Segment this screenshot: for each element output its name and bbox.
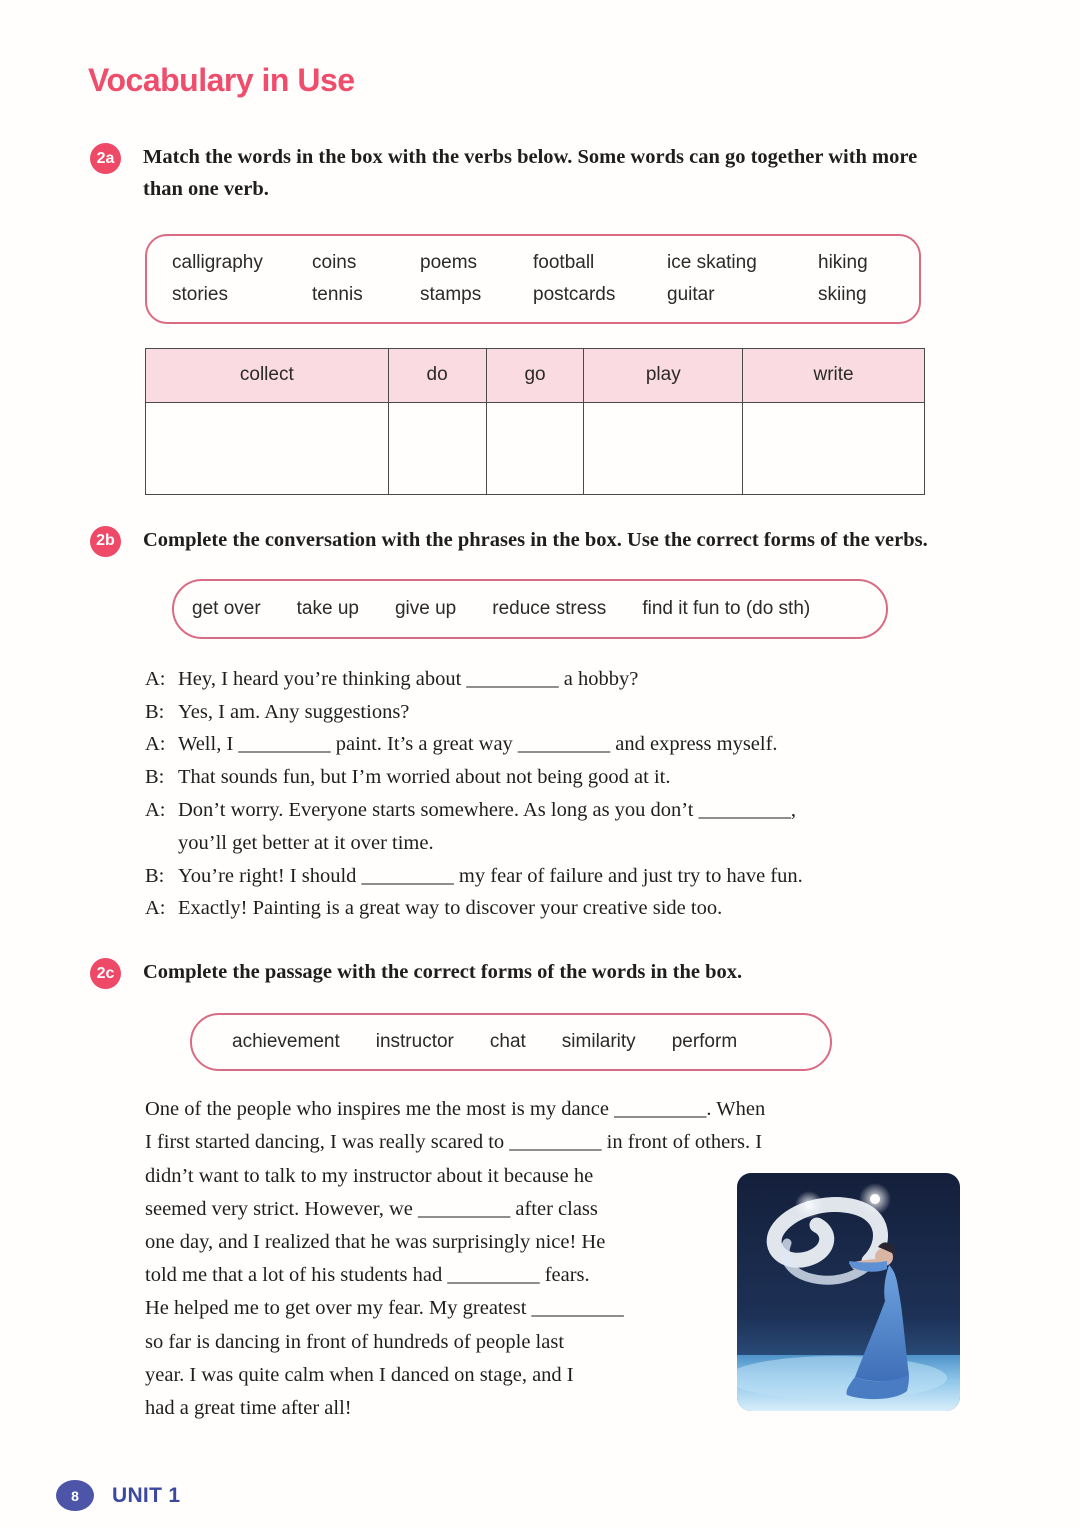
passage-line: told me that a lot of his students had _________ fears. [145,1264,590,1287]
word-box-item: achievement [232,1031,340,1053]
conversation-line [145,860,1080,893]
page-number-badge: 8 [56,1480,94,1511]
conversation-text: Yes, I am. Any suggestions? [178,700,410,723]
conversation-text: Well, I _________ paint. It’s a great way _________ and express myself. [178,733,778,756]
word-box-item: tennis [312,283,363,305]
conversation-text: you’ll get better at it over time. [178,831,434,854]
conversation-text: That sounds fun, but I’m worried about not being good at it. [178,766,671,789]
phrase-box-item: take up [296,597,359,619]
phrase-box-item: get over [192,597,261,619]
phrase-box-item: find it fun to (do sth) [642,597,811,619]
phrase-box-item: give up [394,597,457,619]
conversation-text: Exactly! Painting is a great way to discover your creative side too. [178,897,723,920]
table-answer-cell [584,402,743,494]
exercise-2a-word-box [145,234,921,324]
table-header-play: play [584,348,743,402]
word-box-item: ice skating [667,251,757,273]
speaker-label: A: [145,897,166,920]
passage-line: so far is dancing in front of hundreds of people last [145,1330,565,1353]
passage-line: year. I was quite calm when I danced on stage, and I [145,1363,574,1386]
word-box-item: perform [671,1031,738,1053]
table-header-go: go [486,348,584,402]
word-box-item: stories [172,283,228,305]
exercise-2b-header [90,524,970,557]
conversation-line [145,696,1080,729]
table-answer-cell [743,402,925,494]
conversation-line [145,761,1080,794]
word-box-item: calligraphy [172,251,263,273]
conversation-line [145,663,1080,696]
conversation-line [145,728,1080,761]
conversation-line [145,827,1080,860]
passage-line: seemed very strict. However, we _________ after class [145,1197,598,1220]
exercise-2a-instruction: Match the words in the box with the verbs below. Some words can go together with more than one verb. [143,146,918,201]
conversation-line [145,892,1080,925]
word-box-item: instructor [375,1031,454,1053]
word-box-item: similarity [561,1031,636,1053]
speaker-label: B: [145,864,165,887]
table-answer-cell [486,402,584,494]
word-box-item: stamps [420,283,482,305]
speaker-label: A: [145,798,166,821]
table-answer-cell [146,402,389,494]
exercise-2b-instruction: Complete the conversation with the phrases in the box. Use the correct forms of the verbs. [143,528,928,551]
word-box-item: guitar [667,283,715,305]
table-header-do: do [388,348,486,402]
word-box-item: skiing [818,283,867,305]
exercise-2a-badge: 2a [90,143,121,174]
passage-line: had a great time after all! [145,1396,352,1419]
exercise-2b-phrase-box [172,579,888,639]
table-header-collect: collect [146,348,389,402]
conversation-text: Hey, I heard you’re thinking about _________ a hobby? [178,667,639,690]
word-box-item: hiking [818,251,868,273]
passage-line: One of the people who inspires me the most is my dance _________. When [145,1098,766,1121]
speaker-label [145,827,178,860]
word-box-item: postcards [533,283,616,305]
conversation-text: Don’t worry. Everyone starts somewhere. As long as you don’t _________, [178,798,796,821]
exercise-2b-badge: 2b [90,526,121,557]
exercise-2c-header [90,956,970,989]
speaker-label: B: [145,700,165,723]
passage [145,1093,965,1425]
word-box-item: coins [312,251,357,273]
passage-line: He helped me to get over my fear. My greatest _________ [145,1297,624,1320]
page-footer [56,1480,180,1511]
conversation [145,663,1080,925]
conversation-text: You’re right! I should _________ my fear of failure and just try to have fun. [178,864,803,887]
exercise-2c-instruction: Complete the passage with the correct forms of the words in the box. [143,961,743,984]
unit-label: UNIT 1 [112,1483,181,1507]
word-box-item: chat [489,1031,526,1053]
word-box-item: football [533,251,595,273]
conversation-line [145,794,1080,827]
verb-match-table [145,348,925,495]
word-box-item: poems [420,251,478,273]
dancer-photo [737,1173,960,1411]
passage-line: one day, and I realized that he was surprisingly nice! He [145,1230,606,1253]
passage-line: didn’t want to talk to my instructor about it because he [145,1164,594,1187]
page-title: Vocabulary in Use [88,62,355,98]
exercise-2c-badge: 2c [90,958,121,989]
speaker-label: B: [145,766,165,789]
table-answer-cell [388,402,486,494]
speaker-label: A: [145,667,166,690]
exercise-2a-header [90,141,970,206]
speaker-label: A: [145,733,166,756]
exercise-2c-word-box [190,1013,832,1071]
passage-line: I first started dancing, I was really scared to _________ in front of others. I [145,1131,763,1154]
phrase-box-item: reduce stress [492,597,607,619]
table-header-write: write [743,348,925,402]
